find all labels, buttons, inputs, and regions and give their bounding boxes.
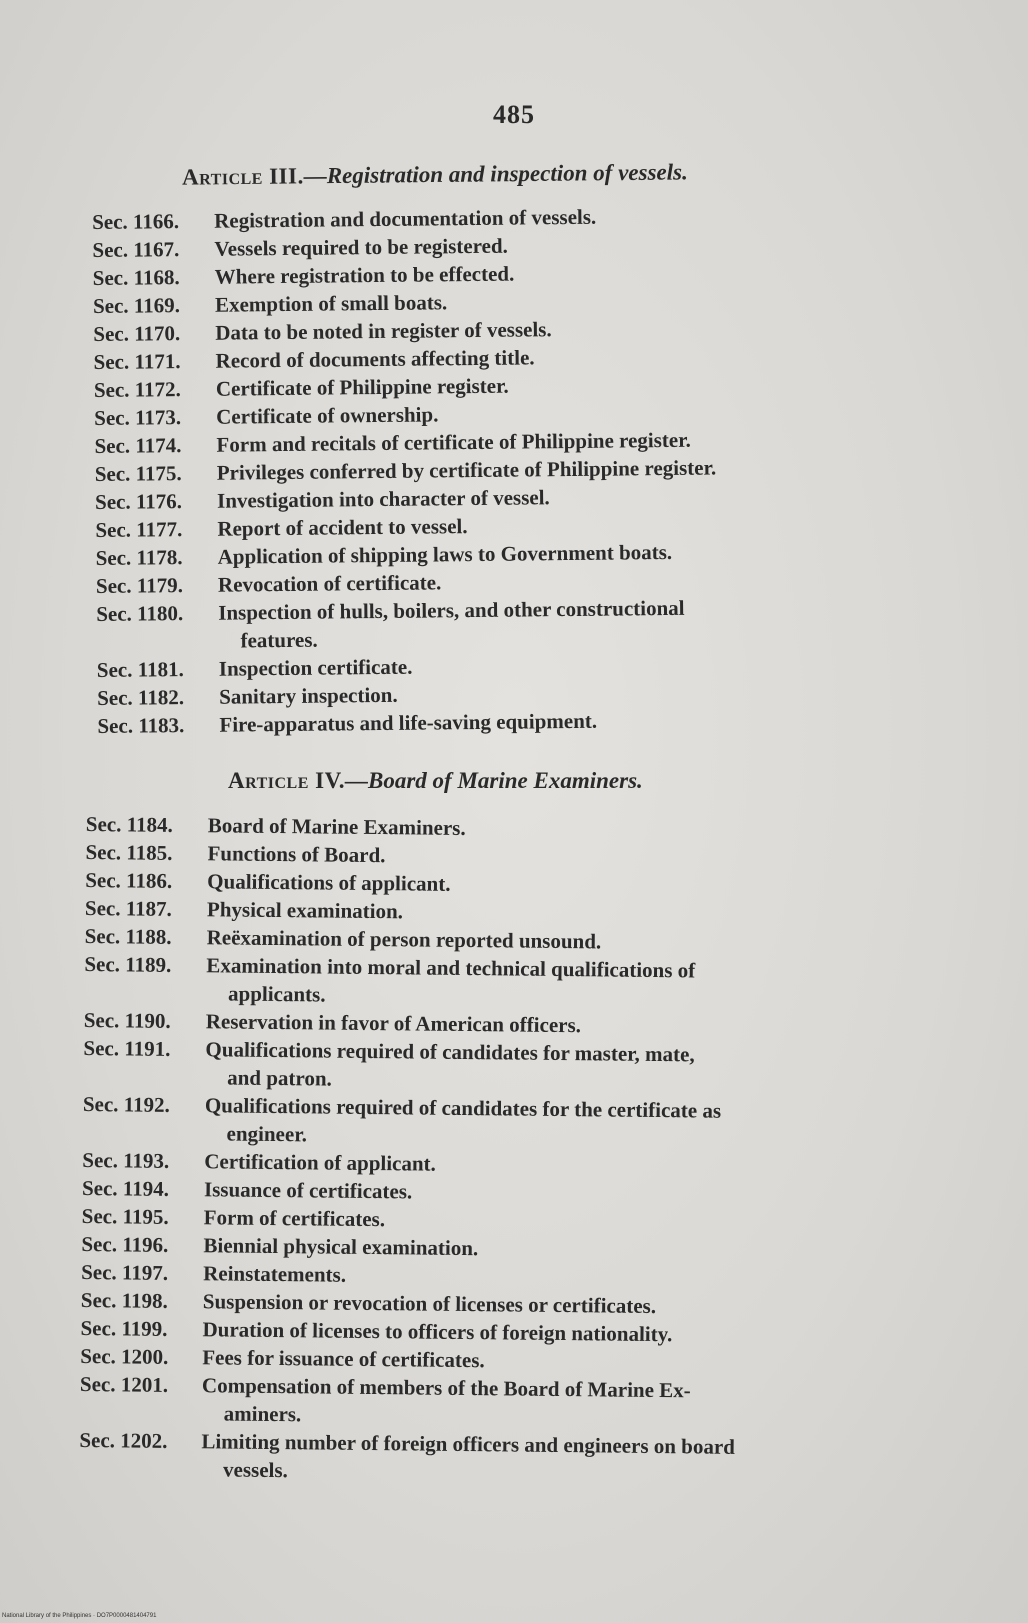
article-4-section-list	[79, 810, 898, 1490]
section-number: Sec. 1170.	[93, 321, 181, 346]
section-number: Sec. 1198.	[80, 1287, 168, 1313]
section-number: Sec. 1190.	[83, 1007, 171, 1033]
section-title	[205, 1035, 896, 1098]
article-4-title: —Board of Marine Examiners.	[345, 768, 643, 793]
section-number: Sec. 1183.	[97, 713, 185, 738]
section-title-text: Duration of licenses to officers of foreign nationality.	[202, 1317, 673, 1347]
section-number: Sec. 1180.	[96, 601, 184, 626]
page-number: 485	[493, 100, 535, 129]
section-title-text: Privileges conferred by certificate of Philippine register.	[216, 455, 717, 485]
section-title-text: Certification of applicant.	[204, 1149, 437, 1176]
section-number: Sec. 1166.	[92, 209, 180, 234]
section-title-text: Application of shipping laws to Government boats.	[217, 539, 673, 569]
section-title-text: Fire-apparatus and life-saving equipment.	[219, 708, 598, 737]
section-number: Sec. 1179.	[95, 573, 184, 598]
section-title-text: Physical examination.	[206, 897, 404, 924]
section-title-text: Vessels required to be registered.	[214, 233, 508, 261]
section-title	[218, 591, 909, 654]
section-number: Sec. 1175.	[94, 461, 182, 486]
section-title	[206, 951, 897, 1014]
section-number: Sec. 1196.	[81, 1231, 169, 1257]
section-entry	[84, 950, 897, 1015]
section-number: Sec. 1174.	[94, 433, 182, 458]
section-number: Sec. 1186.	[85, 867, 173, 893]
section-title-text: Certificate of Philippine register.	[215, 373, 509, 401]
section-entry	[96, 591, 909, 656]
article-3-label: Article III.	[181, 163, 304, 190]
section-title	[202, 1371, 893, 1434]
section-title-text: Exemption of small boats.	[214, 290, 448, 317]
section-number: Sec. 1171.	[93, 349, 181, 374]
section-title-text: Biennial physical examination.	[203, 1233, 479, 1261]
section-title-text: Certificate of ownership.	[216, 402, 439, 429]
section-number: Sec. 1192.	[82, 1091, 170, 1117]
section-title-text: Fees for issuance of certificates.	[202, 1345, 485, 1373]
section-title-text: Compensation of members of the Board of Marine Ex-	[201, 1373, 691, 1403]
section-number: Sec. 1199.	[80, 1315, 168, 1341]
section-title-text: Data to be noted in register of vessels.	[215, 317, 552, 345]
section-number: Sec. 1191.	[83, 1035, 171, 1061]
section-entry	[83, 1034, 896, 1099]
section-title	[201, 1427, 892, 1490]
section-number: Sec. 1188.	[84, 923, 172, 949]
section-title-continuation: and patron.	[227, 1065, 332, 1091]
section-title-text: Investigation into character of vessel.	[216, 485, 550, 513]
section-title-text: Reëxamination of person reported unsound.	[206, 925, 602, 954]
section-number: Sec. 1167.	[92, 237, 180, 262]
section-number: Sec. 1189.	[84, 951, 172, 977]
section-title-text: Limiting number of foreign officers and engineers on board	[201, 1429, 736, 1459]
section-title-text: Qualifications required of candidates for master, mate,	[205, 1037, 695, 1067]
section-title-text: Where registration to be effected.	[214, 261, 515, 289]
section-number: Sec. 1182.	[97, 685, 185, 710]
section-title	[219, 703, 909, 738]
section-number: Sec. 1178.	[95, 545, 183, 570]
section-title-continuation: engineer.	[226, 1121, 308, 1147]
section-title-text: Suspension or revocation of licenses or certificates.	[202, 1289, 657, 1318]
section-title-text: Reservation in favor of American officers.	[205, 1009, 582, 1038]
section-title-continuation: features.	[240, 627, 318, 653]
footer-note: National Library of the Philippines · DO7P0000481404791	[2, 1613, 157, 1619]
section-number: Sec. 1169.	[92, 293, 181, 318]
section-title-continuation: aminers.	[223, 1401, 302, 1427]
section-title-text: Revocation of certificate.	[217, 570, 442, 597]
section-entry	[82, 1090, 895, 1155]
section-title-continuation: applicants.	[227, 981, 326, 1007]
article-4-label: Article IV.	[228, 768, 345, 793]
section-number: Sec. 1185.	[85, 839, 173, 865]
section-number: Sec. 1172.	[93, 377, 181, 402]
section-number: Sec. 1177.	[95, 517, 183, 542]
section-title-text: Report of accident to vessel.	[217, 514, 468, 541]
section-number: Sec. 1168.	[92, 265, 180, 290]
section-number: Sec. 1200.	[80, 1343, 169, 1369]
section-title-text: Reinstatements.	[203, 1261, 347, 1287]
section-number: Sec. 1176.	[94, 489, 183, 514]
section-number: Sec. 1194.	[81, 1175, 170, 1201]
section-title-text: Registration and documentation of vessels.	[214, 204, 597, 233]
section-number: Sec. 1197.	[81, 1259, 169, 1285]
section-title-text: Examination into moral and technical qualifications of	[206, 953, 696, 983]
section-title	[204, 1091, 895, 1154]
section-title-text: Inspection of hulls, boilers, and other constructional	[218, 595, 685, 625]
article-3-title: —Registration and inspection of vessels.	[303, 159, 688, 189]
article-3-section-list	[92, 199, 910, 739]
section-title-text: Functions of Board.	[207, 841, 386, 868]
section-title-text: Issuance of certificates.	[203, 1177, 413, 1204]
section-number: Sec. 1193.	[82, 1147, 170, 1173]
section-number: Sec. 1195.	[81, 1203, 169, 1229]
section-number: Sec. 1201.	[79, 1371, 169, 1397]
section-title-text: Sanitary inspection.	[218, 682, 398, 709]
section-number: Sec. 1181.	[96, 657, 184, 682]
section-number: Sec. 1184.	[85, 811, 173, 837]
section-title-text: Qualifications required of candidates for the certificate as	[204, 1093, 722, 1123]
section-number: Sec. 1187.	[84, 895, 173, 921]
section-number: Sec. 1202.	[79, 1427, 168, 1453]
section-entry	[79, 1426, 892, 1491]
section-title-text: Qualifications of applicant.	[207, 869, 451, 896]
section-title-text: Form and recitals of certificate of Philippine register.	[216, 427, 691, 457]
section-title-text: Board of Marine Examiners.	[207, 813, 466, 840]
section-title-text: Form of certificates.	[203, 1205, 386, 1232]
section-title-text: Record of documents affecting title.	[215, 345, 535, 373]
article-4-heading	[228, 768, 643, 794]
section-title-text: Inspection certificate.	[218, 654, 413, 681]
section-entry	[80, 1370, 893, 1435]
section-number: Sec. 1173.	[94, 405, 182, 430]
article-3-heading	[182, 159, 688, 190]
section-title-continuation: vessels.	[222, 1457, 288, 1483]
